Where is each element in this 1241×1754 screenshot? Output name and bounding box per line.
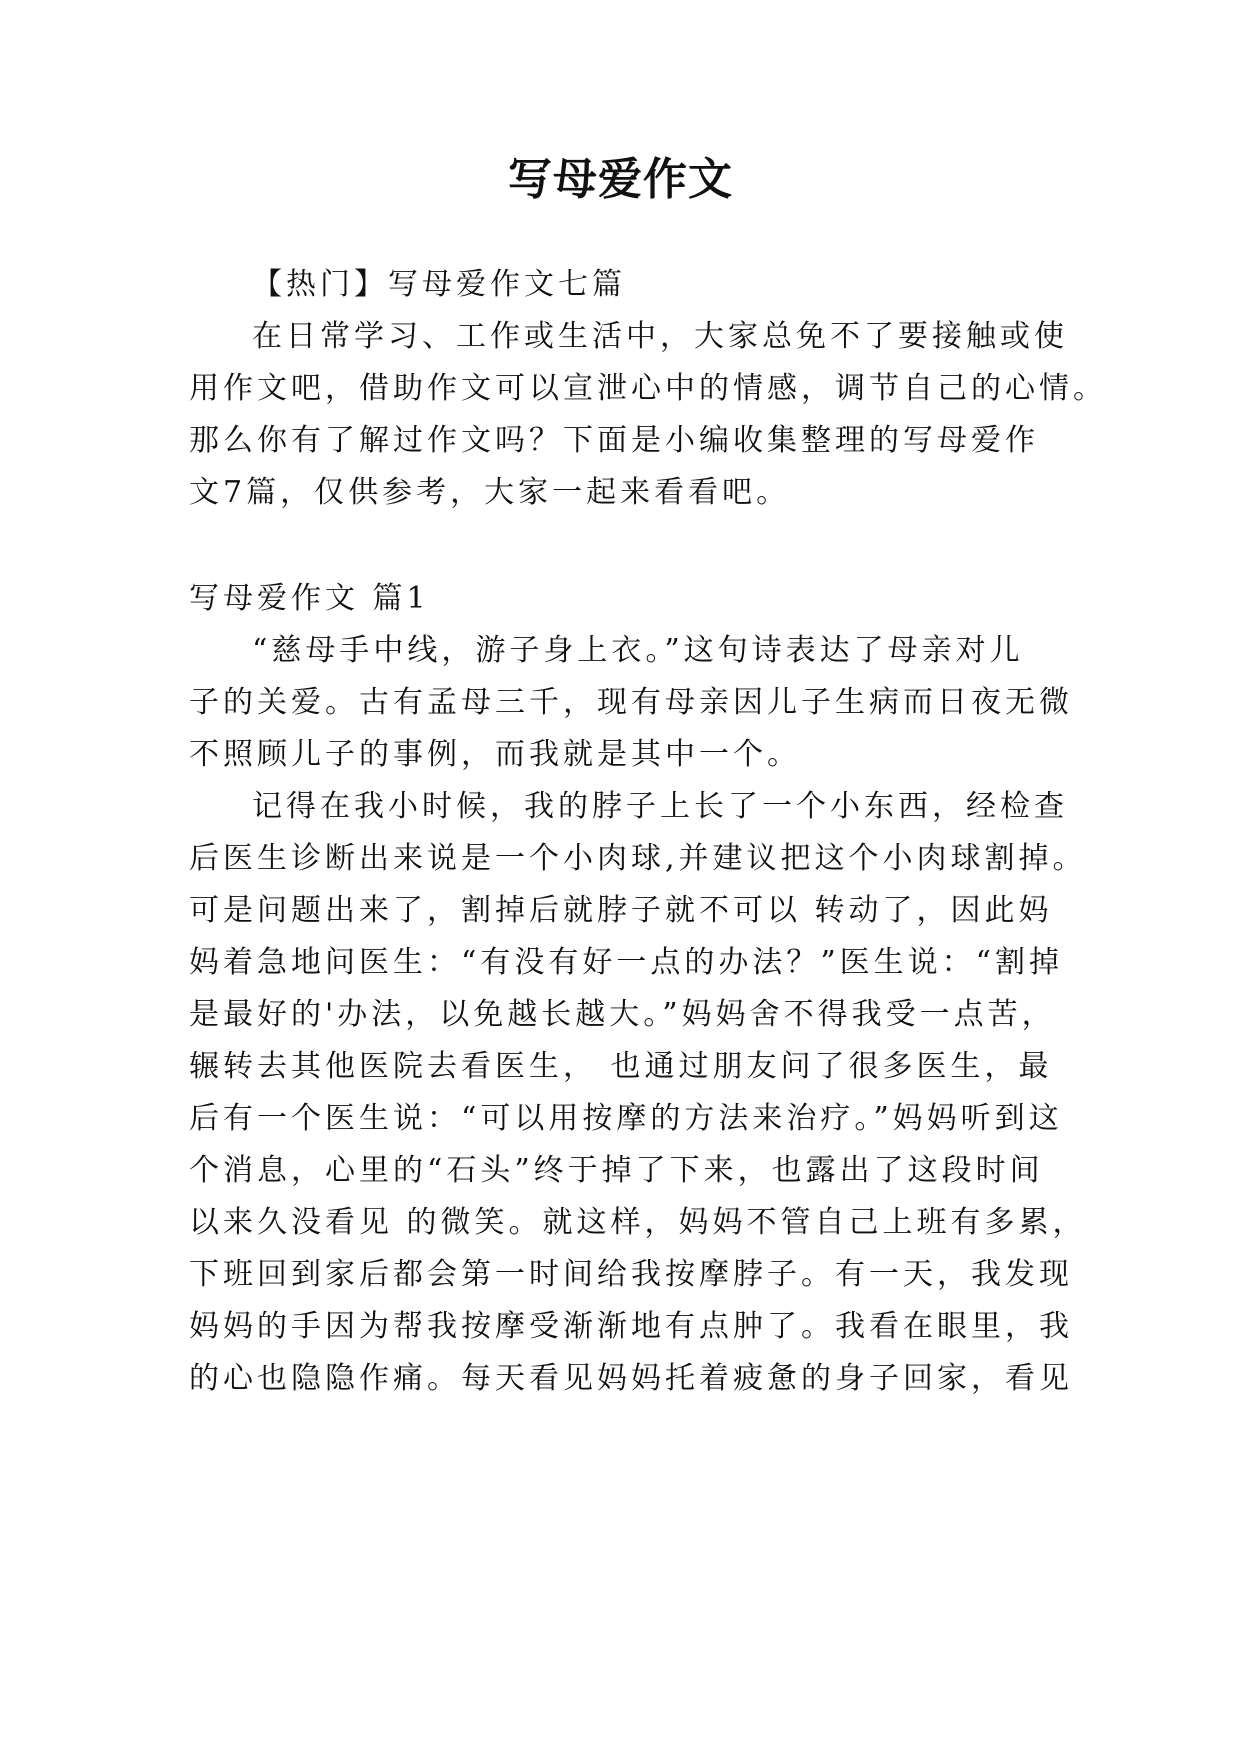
intro-line: 用作文吧，借助作文可以宣泄心中的情感，调节自己的心情。 [189,371,1107,406]
paragraph-line: 辗转去其他医院去看医生， 也通过朋友问了很多医生，最 [189,1049,1053,1084]
paragraph-line: 记得在我小时候，我的脖子上长了一个小东西，经检查 [252,789,1068,824]
paragraph-line: 的心也隐隐作痛。每天看见妈妈托着疲惫的身子回家，看见 [189,1361,1073,1396]
paragraph-line: 后医生诊断出来说是一个小肉球,并建议把这个小肉球割掉。 [189,841,1087,876]
paragraph-line: 以来久没看见 的微笑。就这样，妈妈不管自己上班有多累， [189,1205,1087,1240]
paragraph-line: 下班回到家后都会第一时间给我按摩脖子。有一天，我发现 [189,1257,1073,1292]
intro-line: 文7篇，仅供参考，大家一起来看看吧。 [189,475,791,510]
intro-heading: 【热门】写母爱作文七篇 [252,267,626,302]
paragraph-line: 妈着急地问医生：“有没有好一点的办法？”医生说：“割掉 [189,945,1064,980]
document-title: 写母爱作文 [508,154,733,205]
intro-line: 在日常学习、工作或生活中，大家总免不了要接触或使 [252,319,1068,354]
paragraph-line: 后有一个医生说：“可以用按摩的方法来治疗。”妈妈听到这 [189,1101,1063,1136]
intro-line: 那么你有了解过作文吗？下面是小编收集整理的写母爱作 [189,423,1039,458]
paragraph-line: “慈母手中线，游子身上衣。”这句诗表达了母亲对儿 [252,633,1024,668]
paragraph-line: 可是问题出来了，割掉后就脖子就不可以 转动了，因此妈 [189,893,1053,928]
paragraph-line: 个消息，心里的“石头”终于掉了下来，也露出了这段时间 [189,1153,1044,1188]
paragraph-line: 不照顾儿子的事例，而我就是其中一个。 [189,737,801,772]
paragraph-line: 妈妈的手因为帮我按摩受渐渐地有点肿了。我看在眼里，我 [189,1309,1073,1344]
paragraph-line: 是最好的'办法，以免越长越大。”妈妈舍不得我受一点苦， [189,997,1056,1032]
paragraph-line: 子的关爱。古有孟母三千，现有母亲因儿子生病而日夜无微 [189,685,1073,720]
section-heading: 写母爱作文 篇1 [189,581,430,616]
